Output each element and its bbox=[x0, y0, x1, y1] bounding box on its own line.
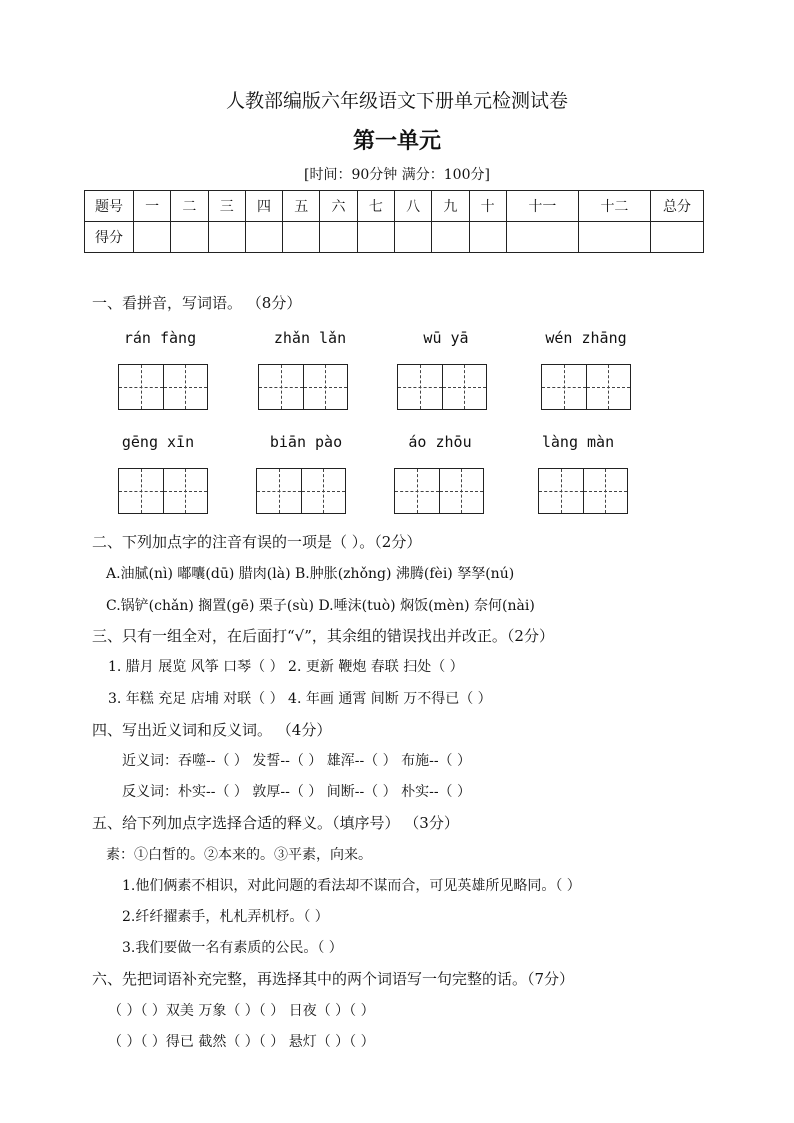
q4-synonyms: 近义词：吞噬--（ ） 发誓--（ ） 雄浑--（ ） 布施--（ ） bbox=[122, 753, 471, 769]
q4-heading: 四、写出近义词和反义词。 （4分） bbox=[92, 721, 332, 739]
score-entry-cell[interactable] bbox=[578, 222, 650, 253]
writing-grid[interactable] bbox=[258, 364, 348, 410]
table-cell: 十二 bbox=[578, 191, 650, 222]
q5-item: 3.我们要做一名有素质的公民。（ ） bbox=[122, 940, 343, 956]
q3-heading: 三、只有一组全对，在后面打“√”，其余组的错误找出并改正。（2分） bbox=[92, 627, 554, 645]
q5-heading: 五、给下列加点字选择合适的释义。（填序号） （3分） bbox=[92, 814, 459, 832]
table-cell: 总分 bbox=[651, 191, 704, 222]
writing-grid[interactable] bbox=[118, 468, 208, 514]
q6-idioms-line: （ ）（ ）双美 万象（ ）（ ） 日夜（ ）（ ） bbox=[108, 1003, 375, 1019]
exam-title: 人教部编版六年级语文下册单元检测试卷 bbox=[225, 90, 568, 112]
score-entry-cell[interactable] bbox=[394, 222, 431, 253]
pinyin-label: làng màn bbox=[541, 433, 615, 451]
score-entry-cell[interactable] bbox=[357, 222, 394, 253]
time-info: [时间：90分钟 满分：100分] bbox=[304, 167, 490, 183]
writing-grid[interactable] bbox=[394, 468, 484, 514]
q3-groups-3-4: 3. 年糕 充足 店埔 对联（ ） 4. 年画 通霄 间断 万不得已（ ） bbox=[108, 691, 492, 707]
score-entry-cell[interactable] bbox=[506, 222, 578, 253]
score-table-header-row bbox=[85, 191, 704, 222]
pinyin-label: áo zhōu bbox=[408, 433, 472, 451]
writing-grid[interactable] bbox=[541, 364, 631, 410]
score-entry-cell[interactable] bbox=[320, 222, 357, 253]
q6-idioms-line: （ ）（ ）得已 截然（ ）（ ） 悬灯（ ）（ ） bbox=[108, 1034, 375, 1050]
writing-grid[interactable] bbox=[256, 468, 346, 514]
q4-antonyms: 反义词：朴实--（ ） 敦厚--（ ） 间断--（ ） 朴实--（ ） bbox=[122, 784, 471, 800]
pinyin-label: wén zhāng bbox=[545, 329, 627, 347]
q5-item: 1.他们俩素不相识，对此问题的看法却不谋而合，可见英雄所见略同。（ ） bbox=[122, 878, 581, 894]
q5-definition: 素：①白皙的。②本来的。③平素，向来。 bbox=[106, 847, 372, 863]
pinyin-label: biān pào bbox=[269, 433, 343, 451]
score-entry-cell[interactable] bbox=[283, 222, 320, 253]
table-cell: 九 bbox=[432, 191, 469, 222]
table-cell: 二 bbox=[171, 191, 208, 222]
q2-options-cd: C.锅铲(chǎn) 搁置(gē) 栗子(sù) D.唾沫(tuò) 焖饭(mèn) 奈何(nài) bbox=[106, 598, 535, 614]
table-cell: 十 bbox=[469, 191, 506, 222]
writing-grid[interactable] bbox=[397, 364, 487, 410]
writing-grid[interactable] bbox=[538, 468, 628, 514]
q2-options-ab: A.油腻(nì) 嘟囔(dū) 腊肉(là) B.肿胀(zhǒng) 沸腾(fèi) 孥孥(nú) bbox=[106, 566, 515, 582]
score-entry-cell[interactable] bbox=[208, 222, 245, 253]
score-entry-cell[interactable] bbox=[245, 222, 282, 253]
pinyin-label: wū yā bbox=[423, 329, 469, 347]
unit-title: 第一单元 bbox=[352, 129, 441, 154]
table-cell: 题号 bbox=[85, 191, 134, 222]
table-cell: 六 bbox=[320, 191, 357, 222]
q6-heading: 六、先把词语补充完整，再选择其中的两个词语写一句完整的话。（7分） bbox=[92, 970, 575, 988]
table-cell: 得分 bbox=[85, 222, 134, 253]
score-entry-cell[interactable] bbox=[171, 222, 208, 253]
score-entry-cell[interactable] bbox=[651, 222, 704, 253]
table-cell: 五 bbox=[283, 191, 320, 222]
q3-groups-1-2: 1. 腊月 展览 风筝 口琴（ ） 2. 更新 鞭炮 春联 扫处（ ） bbox=[108, 659, 464, 675]
table-cell: 十一 bbox=[506, 191, 578, 222]
table-cell: 七 bbox=[357, 191, 394, 222]
table-cell: 三 bbox=[208, 191, 245, 222]
score-table-score-row bbox=[85, 222, 704, 253]
q1-heading: 一、看拼音，写词语。 （8分） bbox=[92, 294, 302, 312]
table-cell: 一 bbox=[134, 191, 171, 222]
table-cell: 八 bbox=[394, 191, 431, 222]
score-entry-cell[interactable] bbox=[134, 222, 171, 253]
pinyin-label: gēng xīn bbox=[121, 433, 195, 451]
q5-item: 2.纤纤擢素手，札札弄机杼。（ ） bbox=[122, 909, 329, 925]
score-table bbox=[84, 190, 704, 253]
score-entry-cell[interactable] bbox=[432, 222, 469, 253]
pinyin-label: rán fàng bbox=[123, 329, 197, 347]
table-cell: 四 bbox=[245, 191, 282, 222]
q2-heading: 二、下列加点字的注音有误的一项是（ ）。（2分） bbox=[92, 533, 422, 551]
pinyin-label: zhǎn lǎn bbox=[273, 329, 347, 347]
writing-grid[interactable] bbox=[118, 364, 208, 410]
score-entry-cell[interactable] bbox=[469, 222, 506, 253]
